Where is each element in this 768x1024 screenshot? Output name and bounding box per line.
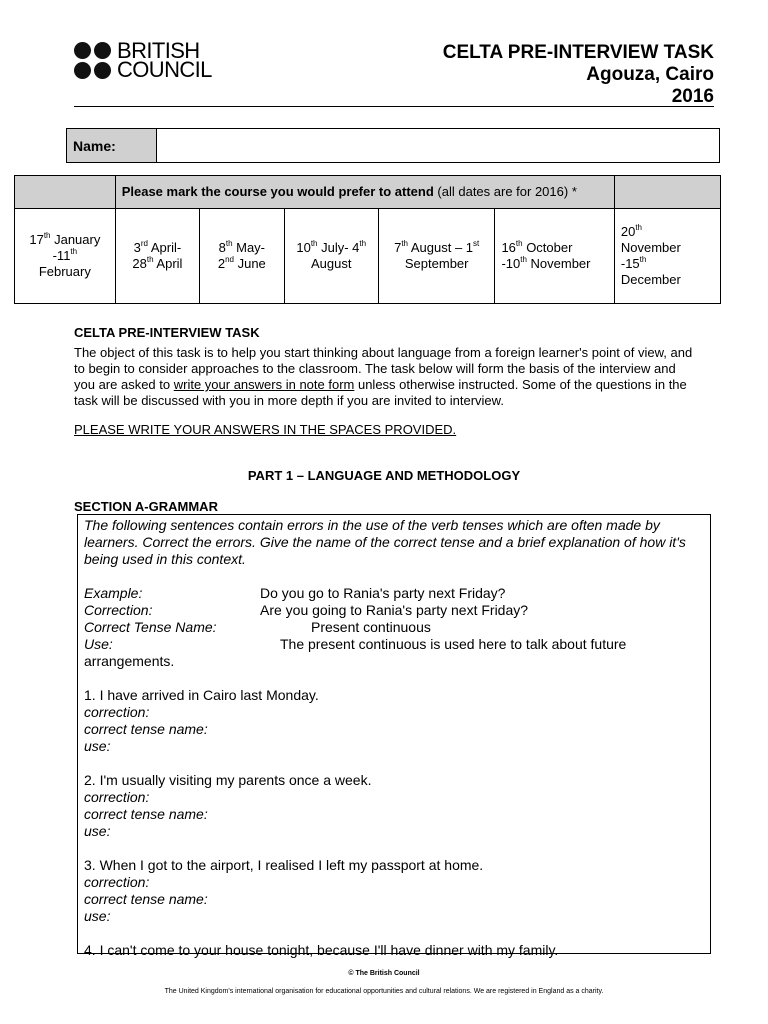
course-option-2[interactable]: 3rd April- 28th April	[115, 209, 199, 304]
course-option-1[interactable]: 17th January -11th February	[15, 209, 116, 304]
intro-section	[74, 325, 694, 409]
course-header-blank-right	[614, 176, 720, 209]
correction-label[interactable]: correction:	[84, 874, 150, 890]
tense-name-label[interactable]: correct tense name:	[84, 806, 208, 822]
answer-instruction: PLEASE WRITE YOUR ANSWERS IN THE SPACES PROVIDED.	[74, 422, 457, 437]
footer-copyright: © The British Council	[348, 970, 420, 977]
example-row: Example: Do you go to Rania's party next Friday?	[84, 585, 506, 601]
name-field[interactable]	[157, 129, 719, 162]
document-title: CELTA PRE-INTERVIEW TASK	[442, 42, 714, 63]
grammar-question-1: 1. I have arrived in Cairo last Monday. correction: correct tense name: use:	[84, 687, 704, 755]
course-option-7[interactable]: 20th November -15th December	[614, 209, 720, 304]
example-row: Correct Tense Name: Present continuous	[84, 619, 431, 635]
tense-name-label[interactable]: correct tense name:	[84, 891, 208, 907]
document-year: 2016	[671, 86, 714, 107]
course-option-3[interactable]: 8th May- 2nd June	[200, 209, 284, 304]
section-title: SECTION A-GRAMMAR	[74, 499, 218, 514]
footer-charity-line: The United Kingdom's international organisation for educational opportunities and cultural relations. We are registered in England as a charity.	[164, 988, 604, 995]
header-divider	[74, 106, 714, 107]
british-council-logo	[74, 40, 212, 80]
logo-text: BRITISH COUNCIL	[117, 38, 212, 82]
course-option-6[interactable]: 16th October -10th November	[495, 209, 614, 304]
name-label: Name:	[67, 129, 157, 162]
use-label[interactable]: use:	[84, 738, 111, 754]
grammar-question-3: 3. When I got to the airport, I realised I left my passport at home. correction: correct tense name: use:	[84, 857, 704, 925]
grammar-instructions: The following sentences contain errors in the use of the verb tenses which are often made by learners. Correct the errors. Give the name of the correct tense and a brief explanation of how it's being used in this context.	[84, 517, 686, 567]
course-selection-table	[14, 175, 721, 304]
name-box	[66, 128, 720, 163]
use-label[interactable]: use:	[84, 823, 111, 839]
intro-heading: CELTA PRE-INTERVIEW TASK	[74, 325, 260, 340]
document-location: Agouza, Cairo	[586, 64, 714, 85]
example-row: Use: The present continuous is used here to talk about future	[84, 636, 627, 652]
example-continuation: arrangements.	[84, 653, 175, 669]
course-header-blank	[15, 176, 116, 209]
course-header-instruction: Please mark the course you would prefer to attend (all dates are for 2016) *	[115, 176, 614, 209]
logo-dots-icon	[74, 42, 111, 79]
grammar-box	[77, 514, 711, 958]
document-title-block	[443, 42, 714, 108]
part-title: PART 1 – LANGUAGE AND METHODOLOGY	[247, 468, 521, 483]
intro-paragraph: The object of this task is to help you start thinking about language from a foreign learner's point of view, and to begin to consider approaches to the classroom. The task below will form the basis of the interview and you are asked to write your answers in note form unless otherwise instructed. Some of the questions in the task will be discussed with you in more depth if you are invited to interview.	[74, 345, 693, 408]
example-row: Correction: Are you going to Rania's party next Friday?	[84, 602, 529, 618]
use-label[interactable]: use:	[84, 908, 111, 924]
correction-label[interactable]: correction:	[84, 704, 150, 720]
correction-label[interactable]: correction:	[84, 789, 150, 805]
grammar-question-4: 4. I can't come to your house tonight, because I'll have dinner with my family.	[84, 942, 559, 958]
course-option-4[interactable]: 10th July- 4th August	[284, 209, 378, 304]
course-option-5[interactable]: 7th August – 1st September	[378, 209, 495, 304]
grammar-question-2: 2. I'm usually visiting my parents once a week. correction: correct tense name: use:	[84, 772, 704, 840]
tense-name-label[interactable]: correct tense name:	[84, 721, 208, 737]
